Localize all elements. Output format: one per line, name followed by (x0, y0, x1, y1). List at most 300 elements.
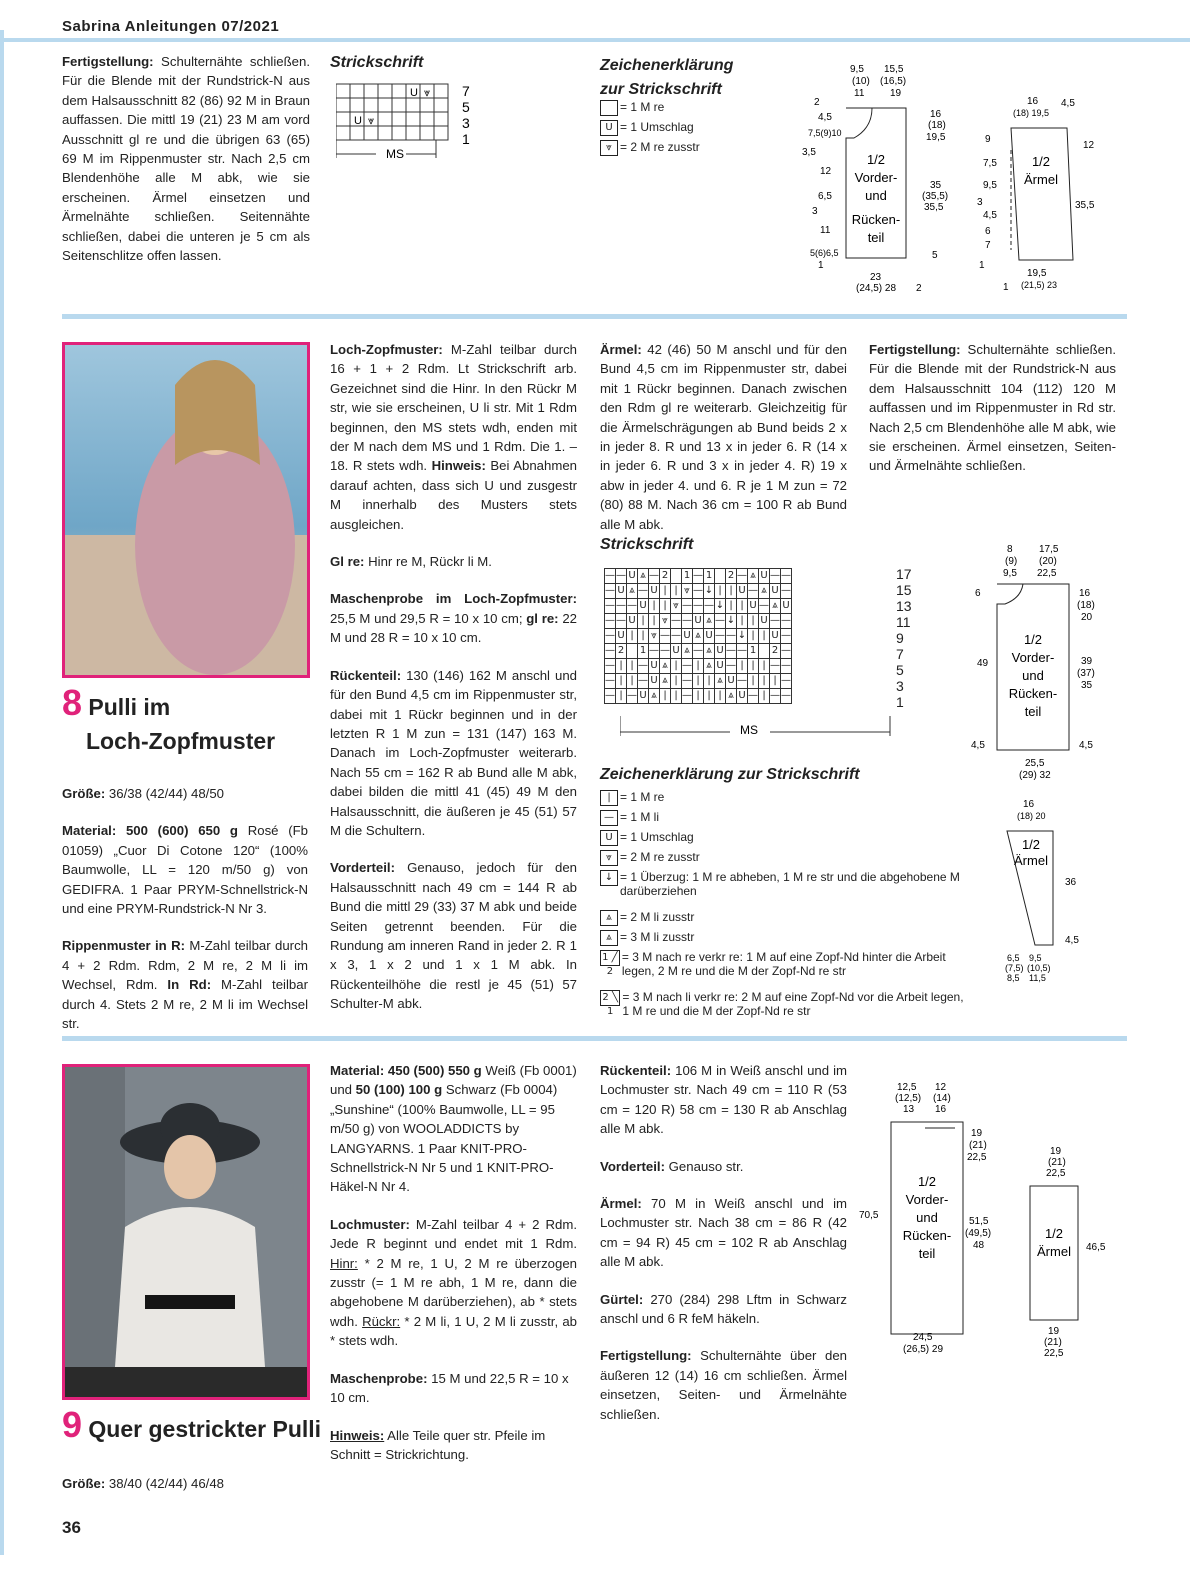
knit-chart-cell: ⩔ (682, 584, 693, 599)
knit-chart-cell: 2 (726, 569, 737, 584)
svg-text:16: 16 (1027, 96, 1039, 107)
svg-text:9: 9 (985, 134, 991, 145)
svg-text:1/2: 1/2 (1023, 632, 1043, 647)
knit-chart-cell: — (682, 599, 693, 614)
legend-item: ⩔ = 2 M re zusstr (600, 140, 700, 160)
svg-text:16: 16 (935, 1104, 947, 1115)
svg-text:9,5: 9,5 (1029, 953, 1042, 963)
svg-text:Rücken-: Rücken- (1008, 686, 1058, 701)
svg-text:2: 2 (814, 97, 820, 108)
knit-chart-row (605, 674, 792, 689)
knit-chart-cell: — (781, 584, 792, 599)
knit-chart-cell: | (649, 599, 660, 614)
knit-chart-cell: 2 (770, 644, 781, 659)
svg-text:22,5: 22,5 (1037, 568, 1057, 579)
knit-chart-cell: — (770, 614, 781, 629)
knit-chart-cell: | (616, 659, 627, 674)
knit-chart-cell: | (671, 659, 682, 674)
knit-chart-cell: ↓ (704, 584, 715, 599)
legend-item: ⩓ = 3 M li zusstr (600, 930, 970, 950)
knit-chart-row (605, 689, 792, 704)
knit-chart-cell: — (759, 599, 770, 614)
knit-chart-cell: — (649, 644, 660, 659)
svg-text:12: 12 (1083, 140, 1095, 151)
svg-text:4,5: 4,5 (1079, 740, 1093, 751)
pattern8-schematic-sleeve (995, 795, 1105, 995)
knit-chart-cell: 2 (660, 569, 671, 584)
svg-text:3: 3 (812, 206, 818, 217)
knit-chart-cell: — (781, 674, 792, 689)
knit-chart-cell: | (693, 674, 704, 689)
svg-text:51,5: 51,5 (969, 1216, 989, 1227)
svg-text:3,5: 3,5 (802, 147, 816, 158)
knit-chart-cell: | (660, 689, 671, 704)
knit-chart-cell: — (627, 689, 638, 704)
knit-chart-cell: U (627, 614, 638, 629)
pattern8-col2: Loch-Zopfmuster: M-Zahl teilbar durch 16 + 1 + 2 Rdm. Lt Strickschrift arb. Gezeichnet sind die Hinr. In den Rückr M str, wie sie erscheinen, U li str. Mit 1 Rdm beginnen, den MS stets wdh, enden mit der M nach dem MS und 1 Rdm. Die 1. – 18. R stets wdh. Hinweis: Bei Abnahmen darauf achten, dass sich U und zusgestr M innerhalb des Musters stets ausgleichen. Gl re: Hinr re M, Rückr li M. Maschenprobe im Loch-Zopfmuster: 25,5 M und 29,5 R = 10 x 10 cm; gl re: 22 M und 28 R = 10 x 10 cm. Rückenteil: 130 (146) 162 M anschl und für den Bund 4,5 cm im Rippenmuster str, dabei mit 1 Rückr beginnen und in der letzten R 1 M zun = 131 (147) 163 M. Danach im Loch-Zopfmuster weiterarb. Nach 55 cm = 162 R ab Bund alle M abk, dabei bilden die mittl 41 (45) 49 M den Halsausschnitt, die äußeren je 45 (51) 57 M die Schultern. Vorderteil: Genauso, jedoch für den Halsausschnitt nach 49 cm = 144 R ab Bund die mittl 29 (33) 37 M abk und beide Seiten getrennt beenden. Für die Rundung am inneren Rand in jeder 2. R 1 x 3, 1 x 2 und 1 x 1 M abk. In Rückenteilhöhe die restl je 45 (51) 57 Schulter-M abk. (330, 342, 578, 1012)
svg-text:(20): (20) (1039, 556, 1057, 567)
knit-chart-cell: U (649, 584, 660, 599)
svg-text:(18) 20: (18) 20 (1017, 811, 1046, 821)
svg-text:4,5: 4,5 (1065, 935, 1079, 946)
knit-chart-cell: — (682, 614, 693, 629)
svg-text:Rücken-: Rücken- (902, 1228, 952, 1243)
knit-chart-cell: ⩓ (660, 659, 671, 674)
pattern8-col4: Fertigstellung: Schulternähte schließen. Für die Blende mit der Rundstrick-N aus dem Halsausschnitt 104 (112) 120 M auffassen und im Rippenmuster in Rd str. Nach 2,5 cm Blendenhöhe alle M abk, wie sie erscheinen. Ärmel einsetzen, Seiten- und Ärmelnähte schließen. (869, 342, 1116, 474)
svg-text:35: 35 (1081, 680, 1093, 691)
legend-item: 1 ╱ 2 = 3 M nach re verkr re: 1 M auf eine Zopf-Nd hinter die Arbeit legen, 2 M re und die M der Zopf-Nd re str (600, 950, 970, 990)
svg-text:5: 5 (932, 250, 938, 261)
svg-text:6: 6 (975, 588, 981, 599)
pattern8-col1: Größe: 36/38 (42/44) 48/50 Material: 500 (600) 650 g Rosé (Fb 01059) „Cuor Di Cotone 120“ (100% Baumwolle, LL = 120 m/50 g) von GEDIFRA. 1 Paar PRYM-Schnellstrick-N und eine PRYM-Rundstrick-N Nr 3. Rippenmuster in R: M-Zahl teilbar durch 4 + 2 Rdm. Rdm, 2 M re, 2 M li im Wechsel, Rdm. In Rd: M-Zahl teilbar durch 4. Stets 2 M re, 2 M li im Wechsel str. (62, 786, 308, 1032)
knit-chart-cell: — (638, 584, 649, 599)
pattern8-photo (62, 342, 310, 678)
knit-chart-cell: U (638, 599, 649, 614)
knit-chart-cell: | (759, 629, 770, 644)
svg-text:(35,5): (35,5) (922, 191, 949, 202)
svg-text:22,5: 22,5 (1046, 1168, 1066, 1179)
knit-chart-cell: | (726, 584, 737, 599)
svg-text:16: 16 (1079, 588, 1091, 599)
svg-text:teil: teil (1024, 704, 1042, 719)
knit-chart-cell: — (726, 644, 737, 659)
pattern9-schematic-sleeve (1020, 1140, 1120, 1370)
svg-text:teil: teil (867, 230, 885, 245)
svg-text:1/2: 1/2 (1031, 154, 1051, 169)
svg-text:6,5: 6,5 (1007, 953, 1020, 963)
pattern9-photo (62, 1064, 310, 1400)
knit-chart-cell: — (737, 569, 748, 584)
knit-chart-cell: | (671, 584, 682, 599)
knit-chart-cell: — (605, 629, 616, 644)
svg-text:49: 49 (977, 658, 989, 669)
svg-text:2: 2 (916, 283, 922, 294)
knit-chart-cell: 1 (682, 569, 693, 584)
legend-item: U = 1 Umschlag (600, 120, 700, 140)
svg-text:12,5: 12,5 (897, 1082, 917, 1093)
knit-chart-cell: — (605, 659, 616, 674)
knit-chart-cell: | (726, 599, 737, 614)
knit-chart-cell: ⩓ (748, 569, 759, 584)
knit-chart-cell: — (605, 569, 616, 584)
svg-text:19,5: 19,5 (1027, 268, 1047, 279)
knit-chart-cell: ⩓ (704, 644, 715, 659)
svg-text:22,5: 22,5 (967, 1152, 987, 1163)
svg-text:4,5: 4,5 (971, 740, 985, 751)
knit-chart-cell: | (770, 674, 781, 689)
svg-text:(18) 19,5: (18) 19,5 (1013, 108, 1050, 118)
knit-chart-cell: | (715, 689, 726, 704)
knit-chart-cell: — (671, 614, 682, 629)
top-finish-text: Fertigstellung: Schulternähte schließen. Für die Blende mit der Rundstrick-N aus dem Halsausschnitt 82 (86) 92 M in Braun auffassen. Die mittl 19 (21) 23 M am vord Ausschnitt gl re und die übrigen 63 (65) 69 M im Rippenmuster str. Nach 2,5 cm Blendenhöhe alle M abk, wie sie erscheinen. Ärmel einsetzen und Ärmelnähte schließen. Seitennähte schließen, dabei die unteren je 5 cm als Seitenschlitze offen lassen. (62, 54, 310, 264)
knit-chart-cell: U (649, 674, 660, 689)
knit-chart-cell: | (759, 689, 770, 704)
knit-chart-cell: | (627, 629, 638, 644)
pattern9-size: Größe: 38/40 (42/44) 46/48 (62, 1476, 225, 1491)
knit-chart-cell: ⩔ (671, 599, 682, 614)
svg-text:5: 5 (462, 99, 470, 115)
knit-chart-cell: | (671, 689, 682, 704)
knit-chart-cell: | (671, 674, 682, 689)
knit-chart-cell: | (693, 689, 704, 704)
legend-item: — = 1 M li (600, 810, 970, 830)
knit-chart-cell: | (759, 674, 770, 689)
knit-chart-cell: ⩓ (638, 569, 649, 584)
svg-text:Ärmel: Ärmel (1024, 172, 1058, 187)
knit-chart-cell: U (759, 614, 770, 629)
knit-chart-cell: | (748, 614, 759, 629)
knit-chart-cell: — (693, 569, 704, 584)
svg-text:11: 11 (820, 225, 831, 236)
knit-chart-grid (604, 568, 792, 704)
knit-chart-cell: ⩔ (660, 614, 671, 629)
knit-chart-cell: — (781, 629, 792, 644)
knit-chart-cell: ⩓ (726, 689, 737, 704)
knit-chart-cell: — (605, 674, 616, 689)
svg-text:(18): (18) (1077, 600, 1095, 611)
knit-chart-cell: — (682, 659, 693, 674)
legend-item: | = 1 M re (600, 790, 970, 810)
svg-text:4,5: 4,5 (818, 112, 832, 123)
knit-chart-cell: U (616, 584, 627, 599)
svg-text:7,5(9)10: 7,5(9)10 (808, 128, 842, 138)
svg-text:Vorder-: Vorder- (1011, 650, 1055, 665)
svg-text:8: 8 (1007, 544, 1013, 555)
svg-text:19,5: 19,5 (926, 132, 946, 143)
svg-text:(7,5): (7,5) (1005, 963, 1024, 973)
svg-text:und: und (1022, 668, 1044, 683)
knit-chart-cell: ⩓ (649, 689, 660, 704)
knit-chart-cell: — (781, 659, 792, 674)
svg-text:7,5: 7,5 (983, 158, 997, 169)
knit-chart-cell (671, 569, 682, 584)
knit-chart-cell: | (616, 689, 627, 704)
svg-text:1/2: 1/2 (866, 152, 886, 167)
pattern9-col2: Material: 450 (500) 550 g Weiß (Fb 0001) und 50 (100) 100 g Schwarz (Fb 0004) „Sunshine“ (100% Baumwolle, LL = 95 m/50 g) von WOOLADDICTS by LANGYARNS. 1 Paar KNIT-PRO-Schnellstrick-N Nr 5 und 1 KNIT-PRO-Häkel-N Nr 4. Lochmuster: M-Zahl teilbar 4 + 2 Rdm. Jede R beginnt und endet mit 1 Rdm. Hinr: * 2 M re, 1 U, 2 M re überzogen zusstr (= 1 M re abh, 1 M re, dann die abgehobene M darüberziehen), ab * stets wdh. Rückr: * 2 M li, 1 U, 2 M li zusstr, ab * stets wdh. Maschenprobe: 15 M und 22,5 R = 10 x 10 cm. Hinweis: Alle Teile quer str. Pfeile im Schnitt = Strickrichtung. (330, 1063, 577, 1462)
knit-chart-cell: | (649, 614, 660, 629)
svg-text:5(6)6,5: 5(6)6,5 (810, 248, 839, 258)
knit-chart-cell: — (616, 614, 627, 629)
svg-text:(9): (9) (1005, 556, 1018, 567)
knit-chart-row (605, 659, 792, 674)
top-chart-title: Strickschrift (330, 54, 424, 71)
knit-chart-cell: — (715, 614, 726, 629)
knit-chart-cell: 1 (704, 569, 715, 584)
knit-chart-row (605, 584, 792, 599)
knit-chart-cell: | (748, 659, 759, 674)
chart-symbol-u: U (410, 87, 418, 99)
svg-text:35,5: 35,5 (1075, 200, 1095, 211)
knit-chart-cell: | (704, 674, 715, 689)
knit-chart-row (605, 569, 792, 584)
pattern9-title: 9 Quer gestrickter Pulli (62, 1404, 322, 1445)
svg-text:(10,5): (10,5) (1027, 963, 1051, 973)
knit-chart-cell: | (737, 659, 748, 674)
knit-chart-cell: — (737, 644, 748, 659)
page-frame-top (0, 38, 1190, 42)
knit-chart-cell: — (605, 614, 616, 629)
knit-chart-cell: | (616, 674, 627, 689)
top-knit-chart (336, 82, 496, 172)
knit-chart-cell: U (627, 569, 638, 584)
svg-text:24,5: 24,5 (913, 1332, 933, 1343)
knit-chart-cell: — (638, 659, 649, 674)
svg-text:3: 3 (462, 115, 470, 131)
svg-text:(12,5): (12,5) (895, 1093, 922, 1104)
knit-chart-cell: — (770, 569, 781, 584)
svg-text:(14): (14) (933, 1093, 951, 1104)
svg-text:(24,5) 28: (24,5) 28 (856, 283, 897, 294)
svg-text:9,5: 9,5 (1003, 568, 1017, 579)
knit-chart-cell: — (781, 644, 792, 659)
knit-chart-cell: | (715, 584, 726, 599)
knit-chart-cell: ⩓ (704, 614, 715, 629)
pattern8-title: 8 Pulli im Loch-Zopfmuster (62, 682, 276, 754)
knit-chart-cell: U (726, 674, 737, 689)
svg-text:7: 7 (462, 83, 470, 99)
knit-chart-cell: — (781, 614, 792, 629)
knit-chart-cell: 2 (616, 644, 627, 659)
knit-chart-cell: — (748, 689, 759, 704)
knit-chart-cell: — (605, 689, 616, 704)
knit-chart-cell: — (781, 689, 792, 704)
svg-text:1: 1 (979, 260, 985, 271)
knit-chart-cell: | (748, 629, 759, 644)
knit-chart-cell: U (693, 614, 704, 629)
pattern8-chart-ms (620, 716, 900, 738)
knit-chart-cell: ↓ (715, 599, 726, 614)
knit-chart-cell: — (726, 629, 737, 644)
knit-chart-cell: — (616, 599, 627, 614)
svg-text:25,5: 25,5 (1025, 758, 1045, 769)
knit-chart-cell: — (693, 599, 704, 614)
knit-chart-cell: U (704, 629, 715, 644)
svg-text:12: 12 (935, 1082, 947, 1093)
knit-chart-row (605, 614, 792, 629)
knit-chart-cell: — (715, 629, 726, 644)
svg-text:36: 36 (1065, 877, 1077, 888)
svg-text:15,5: 15,5 (884, 64, 904, 75)
knit-chart-cell: | (759, 659, 770, 674)
svg-text:3: 3 (977, 197, 983, 208)
page-header: Sabrina Anleitungen 07/2021 (62, 18, 280, 35)
knit-chart-cell: | (638, 614, 649, 629)
svg-text:39: 39 (1081, 656, 1093, 667)
knit-chart-cell: | (660, 584, 671, 599)
knit-chart-cell: — (693, 644, 704, 659)
knit-chart-cell: U (638, 689, 649, 704)
svg-text:22,5: 22,5 (1044, 1348, 1064, 1359)
knit-chart-cell: ⩓ (770, 599, 781, 614)
knit-chart-cell: — (671, 629, 682, 644)
svg-text:(21,5) 23: (21,5) 23 (1021, 280, 1058, 290)
svg-text:1: 1 (818, 260, 824, 271)
svg-text:Vorder-: Vorder- (854, 170, 898, 185)
knit-chart-cell: 1 (748, 644, 759, 659)
svg-text:1/2: 1/2 (917, 1174, 937, 1189)
knit-chart-cell: — (682, 689, 693, 704)
knit-chart-cell: | (748, 674, 759, 689)
knit-chart-cell: — (770, 659, 781, 674)
svg-text:und: und (865, 188, 887, 203)
pattern8-schematic-body (965, 540, 1105, 785)
svg-text:23: 23 (870, 272, 882, 283)
knit-chart-cell: U (715, 644, 726, 659)
pattern8-col3: Ärmel: 42 (46) 50 M anschl und für den Bund 4,5 cm im Rippenmuster str, dabei mit 1 Rückr beginnen. Danach zwischen den Rdm gl re weiterarb. Gleichzeitig für die Ärmelschrägungen ab Bund beids 2 x in jeder 8. R und 13 x in jeder 6. R (14 x in jeder 6. R und 3 x in jeder 4. R) 19 x abw in jeder 4. und 6. R je 1 M zun = 72 (80) 88 M. Nach 36 cm = 100 R ab Bund alle M abk. (600, 342, 847, 532)
knit-chart-cell: — (660, 629, 671, 644)
svg-text:46,5: 46,5 (1086, 1242, 1106, 1253)
svg-text:und: und (916, 1210, 938, 1225)
svg-text:(21): (21) (1044, 1337, 1062, 1348)
svg-text:4,5: 4,5 (983, 210, 997, 221)
svg-text:9,5: 9,5 (983, 180, 997, 191)
svg-text:19: 19 (1048, 1326, 1060, 1337)
knit-chart-cell: | (627, 674, 638, 689)
svg-text:4,5: 4,5 (1061, 98, 1075, 109)
knit-chart-cell: U (748, 599, 759, 614)
knit-chart-cell: | (660, 599, 671, 614)
legend-item: ⩔ = 2 M re zusstr (600, 850, 970, 870)
knit-chart-cell: — (693, 584, 704, 599)
svg-text:(26,5) 29: (26,5) 29 (903, 1344, 944, 1355)
top-schematic-sleeve (975, 90, 1105, 300)
knit-chart-cell: — (649, 569, 660, 584)
section-separator (62, 314, 1127, 319)
svg-text:48: 48 (973, 1240, 985, 1251)
pattern8-chart-row-numbers: 17 15 13 11 9 7 5 3 1 (896, 566, 912, 710)
knit-chart-cell: U (781, 599, 792, 614)
knit-chart-cell: ↓ (726, 614, 737, 629)
svg-text:(37): (37) (1077, 668, 1095, 679)
knit-chart-cell: — (770, 689, 781, 704)
svg-text:6,5: 6,5 (818, 191, 832, 202)
knit-chart-cell: U (649, 659, 660, 674)
svg-text:8,5: 8,5 (1007, 973, 1020, 983)
knit-chart-cell: — (726, 659, 737, 674)
knit-chart-cell: — (627, 599, 638, 614)
page-frame-left (0, 30, 4, 1555)
top-legend (600, 100, 700, 160)
page-number: 36 (62, 1518, 81, 1537)
knit-chart-cell: U (737, 689, 748, 704)
knit-chart-row (605, 629, 792, 644)
knit-chart-cell: — (616, 569, 627, 584)
top-chart-ms: MS (386, 147, 404, 161)
knit-chart-cell: U (682, 629, 693, 644)
svg-text:(18): (18) (928, 120, 946, 131)
svg-text:U: U (354, 115, 362, 127)
knit-chart-cell: U (616, 629, 627, 644)
svg-text:7: 7 (985, 240, 991, 251)
svg-text:(21): (21) (969, 1140, 987, 1151)
pattern8-legend (600, 790, 970, 1030)
svg-text:1: 1 (1003, 282, 1009, 293)
svg-text:11: 11 (854, 88, 865, 99)
svg-text:6: 6 (985, 226, 991, 237)
svg-text:(21): (21) (1048, 1157, 1066, 1168)
knit-chart-cell: — (605, 584, 616, 599)
knit-chart-cell: U (737, 584, 748, 599)
knit-chart-cell: ⩓ (660, 674, 671, 689)
knit-chart-cell: — (605, 599, 616, 614)
knit-chart-cell: U (715, 659, 726, 674)
svg-text:Vorder-: Vorder- (905, 1192, 949, 1207)
svg-text:19: 19 (890, 88, 902, 99)
pattern8-legend-title: Zeichenerklärung zur Strickschrift (600, 766, 860, 783)
knit-chart-cell (759, 644, 770, 659)
svg-text:teil: teil (918, 1246, 936, 1261)
knit-chart-cell: — (660, 644, 671, 659)
pattern9-schematic-body (855, 1078, 1015, 1358)
svg-text:Rücken-: Rücken- (851, 212, 901, 227)
svg-text:17,5: 17,5 (1039, 544, 1059, 555)
knit-chart-cell: ⩓ (682, 644, 693, 659)
knit-chart-cell: — (781, 569, 792, 584)
svg-text:9,5: 9,5 (850, 64, 864, 75)
svg-text:⩔: ⩔ (424, 87, 431, 99)
legend-item: ⩓ = 2 M li zusstr (600, 910, 970, 930)
knit-chart-cell (627, 644, 638, 659)
svg-text:MS: MS (740, 723, 758, 737)
knit-chart-cell: — (748, 584, 759, 599)
knit-chart-cell: 1 (638, 644, 649, 659)
top-legend-title: Zeichenerklärung zur Strickschrift (600, 57, 734, 98)
svg-text:(29) 32: (29) 32 (1019, 770, 1051, 781)
knit-chart-row (605, 599, 792, 614)
svg-text:(16,5): (16,5) (880, 76, 907, 87)
knit-chart-cell: U (759, 569, 770, 584)
knit-chart-cell: U (770, 584, 781, 599)
knit-chart-cell: U (671, 644, 682, 659)
svg-text:1: 1 (462, 131, 470, 147)
knit-chart-cell: | (693, 659, 704, 674)
knit-chart-cell: — (605, 644, 616, 659)
svg-text:⩔: ⩔ (368, 115, 375, 127)
svg-text:16: 16 (930, 109, 942, 120)
knit-chart-cell: ⩓ (759, 584, 770, 599)
svg-text:(10): (10) (852, 76, 870, 87)
svg-text:12: 12 (820, 166, 832, 177)
knit-chart-cell: ⩓ (627, 584, 638, 599)
knit-chart-cell: ⩓ (704, 659, 715, 674)
svg-text:1/2: 1/2 (1044, 1226, 1064, 1241)
svg-text:Ärmel: Ärmel (1037, 1244, 1071, 1259)
svg-text:35,5: 35,5 (924, 202, 944, 213)
knit-chart-cell: | (627, 659, 638, 674)
knit-chart-cell: | (737, 614, 748, 629)
svg-text:19: 19 (971, 1128, 983, 1139)
knit-chart-row (605, 644, 792, 659)
